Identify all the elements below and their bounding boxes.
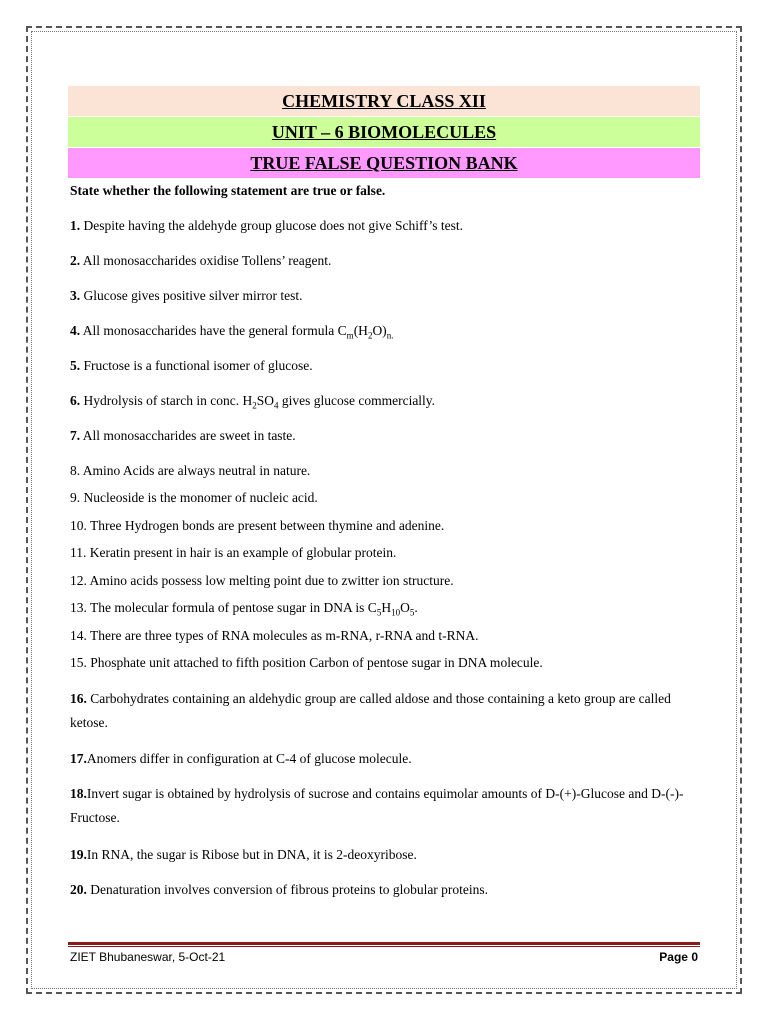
formula-sub: n.	[386, 330, 394, 341]
question-number: 20.	[70, 882, 87, 897]
question-1	[70, 218, 463, 234]
formula-part: SO	[256, 393, 274, 408]
question-14: 14. There are three types of RNA molecules as m-RNA, r-RNA and t-RNA.	[70, 628, 479, 643]
footer-source: ZIET Bhubaneswar, 5-Oct-21	[70, 950, 226, 964]
question-text: All monosaccharides are sweet in taste.	[80, 428, 296, 443]
formula-sub: 4	[273, 400, 279, 411]
footer-rule	[68, 942, 700, 945]
question-text: Denaturation involves conversion of fibrous proteins to globular proteins.	[86, 882, 489, 897]
question-text: All monosaccharides have the general formula C	[80, 323, 347, 338]
question-number: 19.	[70, 847, 87, 862]
formula-sub: 5	[409, 607, 415, 618]
question-16	[70, 687, 698, 735]
formula-part: O)	[372, 323, 387, 338]
question-18	[70, 782, 698, 830]
bank-banner	[68, 148, 700, 178]
question-number: 6.	[70, 393, 81, 408]
question-7	[70, 428, 296, 444]
question-9: 9. Nucleoside is the monomer of nucleic acid.	[70, 490, 318, 505]
unit-title: UNIT – 6 BIOMOLECULES	[271, 122, 497, 142]
bank-title: TRUE FALSE QUESTION BANK	[250, 153, 518, 173]
question-number: 3.	[70, 288, 81, 303]
formula-part: O	[400, 600, 410, 615]
question-text: Hydrolysis of starch in conc. H	[80, 393, 253, 408]
question-number: 7.	[70, 428, 81, 443]
formula-sub: 2	[367, 330, 373, 341]
page-title: CHEMISTRY CLASS XII	[282, 91, 486, 111]
question-number: 18.	[70, 786, 87, 801]
unit-banner	[68, 117, 700, 147]
question-text: In RNA, the sugar is Ribose but in DNA, it is 2-deoxyribose.	[86, 847, 417, 862]
question-text: Glucose gives positive silver mirror test.	[80, 288, 303, 303]
question-10: 10. Three Hydrogen bonds are present between thymine and adenine.	[70, 518, 445, 533]
question-number: 4.	[70, 323, 81, 338]
question-5	[70, 358, 313, 374]
question-19	[70, 847, 417, 863]
title-banner	[68, 86, 700, 116]
formula-part: .	[414, 600, 418, 615]
question-text: Invert sugar is obtained by hydrolysis of sucrose and contains equimolar amounts of D-(+)-Glucose and D-(-)-Fructose.	[70, 786, 684, 825]
question-11: 11. Keratin present in hair is an example of globular protein.	[70, 545, 397, 560]
formula-sub: m	[346, 330, 354, 341]
question-20	[70, 882, 488, 898]
question-text: All monosaccharides oxidise Tollens’ reagent.	[80, 253, 332, 268]
question-text: 13. The molecular formula of pentose sugar in DNA is C	[70, 600, 377, 615]
question-number: 16.	[70, 691, 87, 706]
question-number: 2.	[70, 253, 81, 268]
question-15: 15. Phosphate unit attached to fifth position Carbon of pentose sugar in DNA molecule.	[70, 655, 543, 670]
formula-sub: 2	[252, 400, 257, 411]
question-text: Anomers differ in configuration at C-4 of glucose molecule.	[86, 751, 412, 766]
question-text: Carbohydrates containing an aldehydic group are called aldose and those containing a keto group are called ketose.	[70, 691, 671, 730]
formula-sub: 5	[376, 607, 382, 618]
question-text: Despite having the aldehyde group glucose does not give Schiff’s test.	[80, 218, 464, 233]
question-12: 12. Amino acids possess low melting point due to zwitter ion structure.	[70, 573, 454, 588]
instruction: State whether the following statement are true or false.	[70, 183, 386, 198]
question-number: 1.	[70, 218, 81, 233]
question-17	[70, 751, 412, 767]
question-2	[70, 253, 331, 269]
formula-sub: 10	[391, 607, 401, 618]
question-3	[70, 288, 302, 304]
question-text: Fructose is a functional isomer of glucose.	[80, 358, 313, 373]
question-6	[70, 393, 435, 411]
footer-rule-thin	[68, 946, 700, 947]
formula-part: H	[381, 600, 392, 615]
question-4	[70, 323, 393, 341]
question-13	[70, 600, 418, 618]
question-number: 5.	[70, 358, 81, 373]
question-8: 8. Amino Acids are always neutral in nature.	[70, 463, 311, 478]
question-number: 17.	[70, 751, 87, 766]
formula-part: (H	[353, 323, 368, 338]
formula-part: gives glucose commercially.	[278, 393, 436, 408]
page-number: Page 0	[659, 950, 698, 964]
